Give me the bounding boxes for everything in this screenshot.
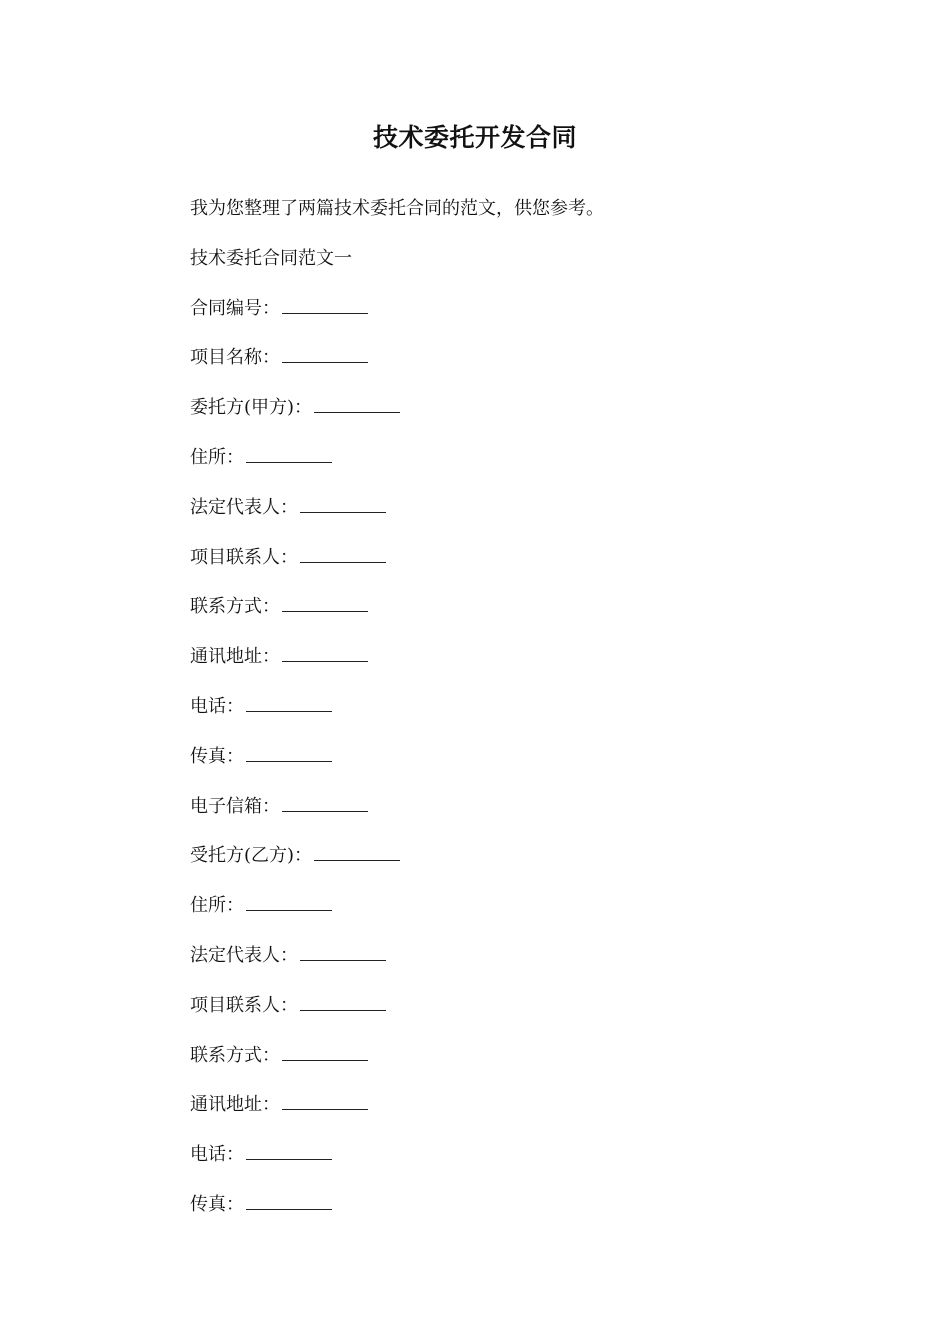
field-line [190,542,810,592]
fill-blank [246,890,332,911]
field-label: 传真： [190,745,244,767]
fill-blank [314,840,400,861]
fill-blank [246,1139,332,1160]
field-label: 项目联系人： [190,994,298,1016]
field-line [190,442,810,492]
field-line [190,691,810,741]
field-line [190,1040,810,1090]
fill-blank [300,542,386,563]
field-line [190,791,810,841]
fill-blank [246,691,332,712]
fill-blank [282,293,368,314]
fill-blank [282,641,368,662]
fill-blank [300,940,386,961]
field-label: 传真： [190,1193,244,1215]
field-label: 联系方式： [190,1044,280,1066]
field-line [190,392,810,442]
field-label: 合同编号： [190,297,280,319]
field-line [190,1189,810,1239]
field-label: 电话： [190,695,244,717]
fill-blank [314,392,400,413]
fill-blank [282,591,368,612]
field-label: 项目联系人： [190,546,298,568]
field-label: 通讯地址： [190,1094,280,1116]
fill-blank [282,791,368,812]
field-label: 法定代表人： [190,944,298,966]
field-label: 项目名称： [190,347,280,369]
fill-blank [246,741,332,762]
field-label: 电子信箱： [190,795,280,817]
section-heading: 技术委托合同范文一 [190,247,352,269]
field-line [190,641,810,691]
field-label: 电话： [190,1144,244,1166]
field-line [190,492,810,542]
field-line [190,940,810,990]
field-line [190,840,810,890]
field-line [190,890,810,940]
field-label: 通讯地址： [190,646,280,668]
field-line [190,342,810,392]
fill-blank [282,1089,368,1110]
document-title: 技术委托开发合同 [372,123,577,152]
field-label: 法定代表人： [190,496,298,518]
fill-blank [300,990,386,1011]
field-label: 住所： [190,446,244,468]
field-label: 受托方(乙方)： [190,845,313,867]
document-body [190,193,810,1239]
intro-paragraph: 我为您整理了两篇技术委托合同的范文，供您参考。 [190,198,604,219]
field-line [190,1139,810,1189]
fill-blank [300,492,386,513]
fill-blank [282,1040,368,1061]
field-label: 住所： [190,895,244,917]
field-line [190,591,810,641]
field-label: 委托方(甲方)： [190,397,313,419]
fill-blank [246,1189,332,1210]
field-label: 联系方式： [190,596,280,618]
field-line [190,990,810,1040]
fill-blank [282,342,368,363]
field-line [190,293,810,343]
field-line [190,1089,810,1139]
field-line [190,741,810,791]
fill-blank [246,442,332,463]
